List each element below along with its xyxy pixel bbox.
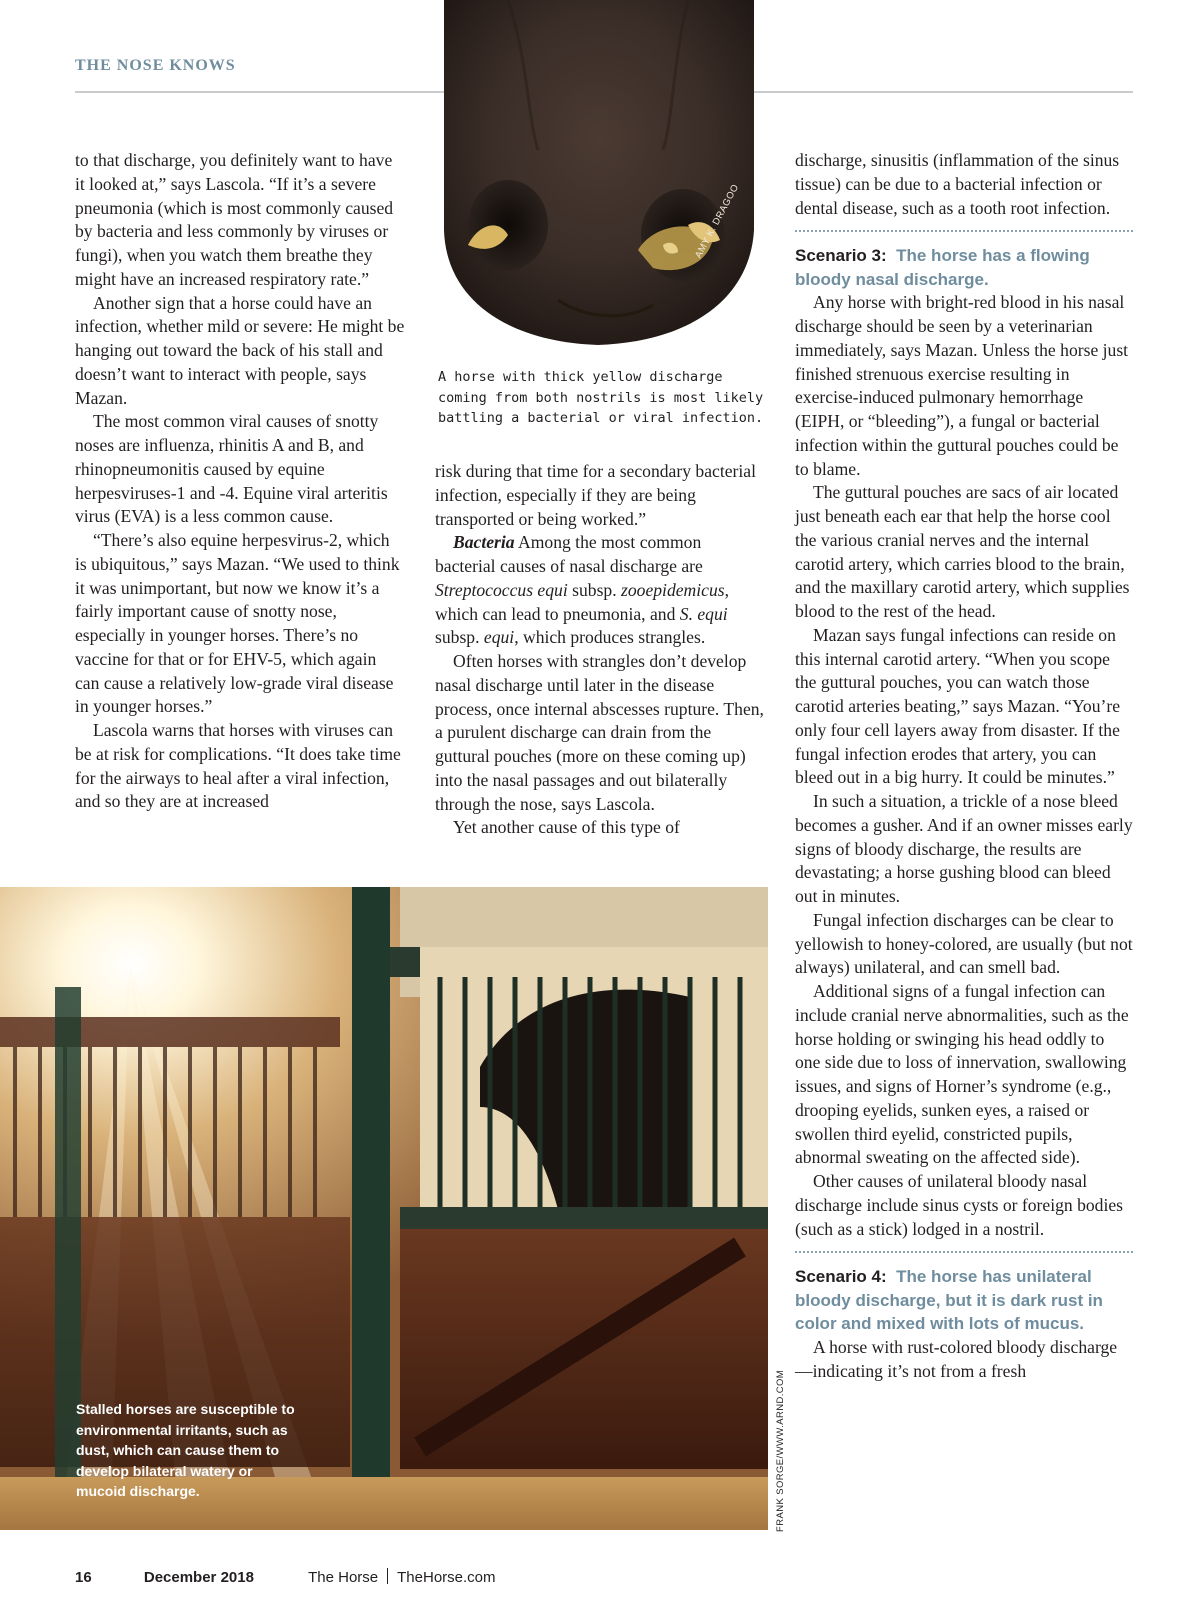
- magazine-name: The Horse: [308, 1569, 379, 1586]
- column-3: [795, 149, 1133, 1383]
- paragraph: to that discharge, you definitely want to have it looked at,” says Lascola. “If it’s a severe pneumonia (which is most commonly caused by bacteria and less commonly by viruses or fungi), when you watch them breathe they might have an increased respiratory rate.”: [75, 150, 394, 289]
- paragraph-bacteria: Bacteria Among the most common bacterial causes of nasal discharge are Streptococcus equi subsp. zooepidemicus, which can lead to pneumonia, and S. equi subsp. equi, which produces strangles.: [435, 532, 730, 648]
- footer: [75, 1568, 675, 1586]
- paragraph: Any horse with bright-red blood in his nasal discharge should be seen by a veterinarian immediately, says Mazan. Unless the horse just finished strenuous exercise resulting in exercise-induced pulmonary hemorrhage (EIPH, or “bleeding”), a fungal or bacterial infection within the guttural pouches could be to blame.: [795, 292, 1129, 479]
- paragraph: A horse with rust-colored bloody discharge—indicating it’s not from a fresh: [795, 1336, 1118, 1381]
- subhead-bacteria: Bacteria: [453, 532, 515, 553]
- footer-divider: [387, 1568, 388, 1584]
- page-number: 16: [75, 1569, 92, 1586]
- stall-photo-credit: FRANK SORGE/WWW.ARND.COM: [775, 1369, 786, 1532]
- paragraph: Additional signs of a fungal infection can include cranial nerve abnormalities, such as the horse holding or swinging his head oddly to one side due to loss of innervation, swallowing issues, and signs of Horner’s syndrome (e.g., drooping eyelids, sunken eyes, a raised or swollen third eyelid, constricted pupils, abnormal sweating on the affected side).: [795, 981, 1129, 1168]
- issue-date: December 2018: [143, 1569, 254, 1586]
- website: TheHorse.com: [397, 1569, 496, 1586]
- section-title: THE NOSE KNOWS: [75, 57, 236, 74]
- horse-nose-image: [438, 0, 762, 352]
- paragraph: The most common viral causes of snotty noses are influenza, rhinitis A and B, and rhinopneumonitis caused by equine herpesviruses-1 and -4. Equine viral arteritis virus (EVA) is a less common cause.: [75, 411, 388, 527]
- nose-photo: [438, 0, 762, 352]
- paragraph: “There’s also equine herpesvirus-2, which is ubiquitous,” says Mazan. “We used to think it was unimportant, but now we know it’s a fairly important cause of snotty nose, especially in younger horses. There’s no vaccine for that or for EHV-5, which again can cause a relatively low-grade viral disease in younger horses.”: [75, 530, 400, 717]
- nose-photo-caption: A horse with thick yellow discharge coming from both nostrils is most likely battling a bacterial or viral infection.: [438, 369, 764, 426]
- scenario-3-heading: Scenario 3: The horse has a flowing bloody nasal discharge.: [795, 246, 1090, 289]
- paragraph: Other causes of unilateral bloody nasal discharge include sinus cysts or foreign bodies (such as a stick) lodged in a nostril.: [795, 1171, 1124, 1239]
- paragraph: Often horses with strangles don’t develop nasal discharge until later in the disease process, once internal abscesses rupture. Then, a purulent discharge can drain from the guttural pouches (more on these coming up) into the nasal passages and out bilaterally through the nose, says Lascola.: [435, 651, 764, 814]
- paragraph: In such a situation, a trickle of a nose bleed becomes a gusher. And if an owner misses early signs of bloody discharge, the results are devastating; a horse gushing blood can bleed out in minutes.: [795, 791, 1133, 906]
- paragraph: Fungal infection discharges can be clear to yellowish to honey-colored, are usually (but not always) unilateral, and can smell bad.: [795, 909, 1133, 978]
- column-2: [435, 460, 765, 840]
- stall-photo: [0, 887, 768, 1530]
- nose-photo-credit: AMY K. DRAGOO: [693, 182, 742, 261]
- section-divider: [795, 230, 1133, 232]
- paragraph: discharge, sinusitis (inflammation of the sinus tissue) can be due to a bacterial infection or dental disease, such as a tooth root infection.: [795, 150, 1120, 218]
- paragraph: Yet another cause of this type of: [453, 817, 680, 838]
- paragraph: Mazan says fungal infections can reside on this internal carotid artery. “When you scope the guttural pouches, you can watch those carotid arteries beating,” says Mazan. “You’re only four cell layers away from disaster. If the fungal infection erodes that artery, you can bleed out in a big hurry. It could be minutes.”: [795, 624, 1121, 788]
- paragraph: The guttural pouches are sacs of air located just beneath each ear that help the horse cool the various cranial nerves and the internal carotid artery, which carries blood to the brain, and the maxillary carotid artery, which supplies blood to the rest of the head.: [795, 482, 1130, 621]
- scenario-4-heading: Scenario 4: The horse has unilateral bloody discharge, but it is dark rust in color and mixed with lots of mucus.: [795, 1267, 1103, 1334]
- paragraph: Lascola warns that horses with viruses can be at risk for complications. “It does take time for the airways to heal after a viral infection, and so they are at increased: [75, 720, 401, 812]
- paragraph: risk during that time for a secondary bacterial infection, especially if they are being transported or being worked.”: [435, 461, 756, 529]
- stall-photo-caption: Stalled horses are susceptible to environmental irritants, such as dust, which can cause them to develop bilateral watery or mucoid discharge.: [76, 1401, 295, 1499]
- column-1: [75, 149, 405, 814]
- section-divider: [795, 1251, 1133, 1253]
- paragraph: Another sign that a horse could have an infection, whether mild or severe: He might be hanging out toward the back of his stall and doesn’t want to interact with people, says Mazan.: [75, 292, 405, 408]
